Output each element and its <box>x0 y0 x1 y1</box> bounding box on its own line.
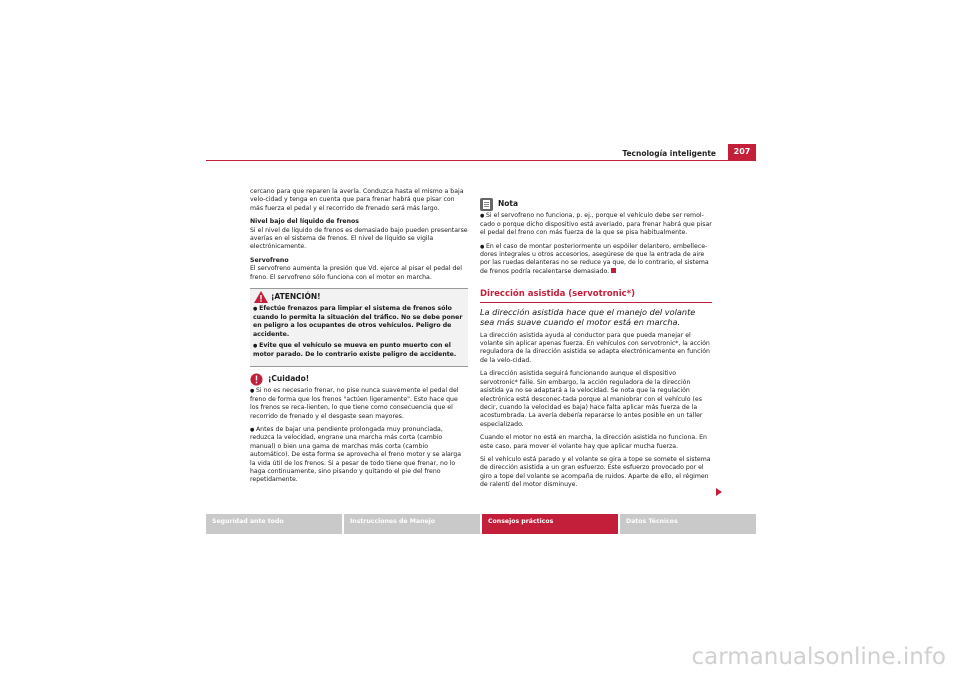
paragraph: El servofreno aumenta la presión que Vd. ejerce al pisar el pedal del freno. El servofreno sólo funciona con el motor en marcha. <box>250 265 462 281</box>
caution-item: ● Si no es necesario frenar, no pise nunca suavemente el pedal del freno de forma que los frenos "actúen ligeramente". Esto hace que los frenos se reca-lienten, lo que tiene como consecuencia que el recorrido de frenado y el desgaste sean mayores. <box>250 387 468 421</box>
header-rule <box>206 160 756 161</box>
paragraph: Si el nivel de líquido de frenos es demasiado bajo pueden presentarse averías en el sistema de frenos. El nivel de líquido se vigila electrónicamente. <box>250 226 468 251</box>
subheading-servo: Servofreno <box>250 256 289 264</box>
watermark: carmanualsonline.info <box>691 644 946 670</box>
caution-title <box>268 375 468 383</box>
note-title <box>498 200 712 208</box>
paragraph: cercano para que reparen la avería. Conduzca hasta el mismo a baja velo-cidad y tenga en cuenta que para frenar habrá que pisar con más fuerza el pedal y el recorrido de frenado será más largo. <box>250 188 464 212</box>
page-number: 207 <box>728 144 756 160</box>
page-header <box>206 147 756 162</box>
warning-box <box>250 288 468 367</box>
paragraph: Cuando el motor no está en marcha, la dirección asistida no funciona. En este caso, para mover el volante hay que aplicar mucha fuerza. <box>480 434 707 450</box>
warning-item: ● Evite que el vehículo se mueva en punto muerto con el motor parado. De lo contrario existe peligro de accidente. <box>253 342 465 359</box>
subheading-brake-fluid: Nivel bajo del líquido de frenos <box>250 218 359 226</box>
lead-text: La dirección asistida hace que el manejo del volante sea más suave cuando el motor está en marcha. <box>480 306 696 327</box>
warning-triangle-icon <box>254 291 268 303</box>
paragraph: La dirección asistida seguirá funcionando aunque el dispositivo servotronic* falle. Sin embargo, la acción reguladora de la dirección asistida ya no se adaptará a la velocidad. Se nota que la regulación electrónica está desconec-tada porque al maniobrar con el vehículo (es decir, cuando la velocidad es baja) hace falta aplicar más fuerza de la acostumbrada. La avería debería repararse lo antes posible en un taller especializado. <box>480 370 703 428</box>
right-column <box>480 196 712 495</box>
caution-item: ● Antes de bajar una pendiente prolongada muy pronunciada, reduzca la velocidad, engrane una marcha más corta (cambio manual) o bien una gama de marchas más corta (cambio automático). De esta forma se aprovecha el freno motor y se alarga la vida útil de los frenos. Si a pesar de todo tiene que frenar, no lo haga continuamente, sino pisando y quitando el pie del freno repetidamente. <box>250 426 468 485</box>
footer-tab-consejos[interactable]: Consejos prácticos <box>482 514 618 534</box>
footer-tab-instrucciones[interactable]: Instrucciones de Manejo <box>344 514 480 534</box>
warning-title-text: ¡ATENCIÓN! <box>271 292 321 302</box>
note-title-text: Nota <box>498 199 519 208</box>
note-item: ● Si el servofreno no funciona, p. ej., porque el vehículo debe ser remol-cado o porque dicho dispositivo está averiado, para frenar habrá que pisar el pedal del freno con más fuerza de la que se pisa habitualmente. <box>480 212 712 237</box>
section-heading: Dirección asistida (servotronic*) <box>480 290 712 302</box>
note-icon <box>480 198 493 211</box>
warning-title <box>271 293 465 301</box>
paragraph: La dirección asistida ayuda al conductor para que pueda manejar el volante sin aplicar apenas fuerza. En vehículos con servotronic*, la acción reguladora de la dirección asistida se adapta electrónicamente en función de la velo-cidad. <box>480 331 710 364</box>
footer-tab-seguridad[interactable]: Seguridad ante todo <box>206 514 342 534</box>
left-column <box>250 188 468 490</box>
continue-arrow-icon <box>716 488 722 496</box>
paragraph: Si el vehículo está parado y el volante se gira a tope se somete el sistema de dirección asistida a un gran esfuerzo. Este esfuerzo provocado por el giro a tope del volante se acompaña de ruidos. Aparte de ello, el régimen de ralentí del motor disminuye. <box>480 455 711 489</box>
end-mark-icon <box>611 268 616 273</box>
footer-nav <box>206 514 756 534</box>
note-item-text: ● En el caso de montar posteriormente un espóiler delantero, embellece-dores integrales u otros accesorios, asegúrese de que la entrada de aire por las ruedas delanteras no se reduce ya que, de lo contrario, el sistema de frenos podría recalentarse demasiado. <box>480 243 709 275</box>
footer-tab-datos[interactable]: Datos Técnicos <box>620 514 756 534</box>
caution-icon <box>250 373 263 386</box>
note-item-last <box>480 243 712 277</box>
section-title: Tecnología inteligente <box>622 149 716 158</box>
warning-item: ● Efectúe frenazos para limpiar el sistema de frenos sólo cuando lo permita la situación del tráfico. No se debe poner en peligro a los ocupantes de otros vehículos. Peligro de accidente. <box>253 305 465 339</box>
caution-title-text: ¡Cuidado! <box>268 373 310 383</box>
